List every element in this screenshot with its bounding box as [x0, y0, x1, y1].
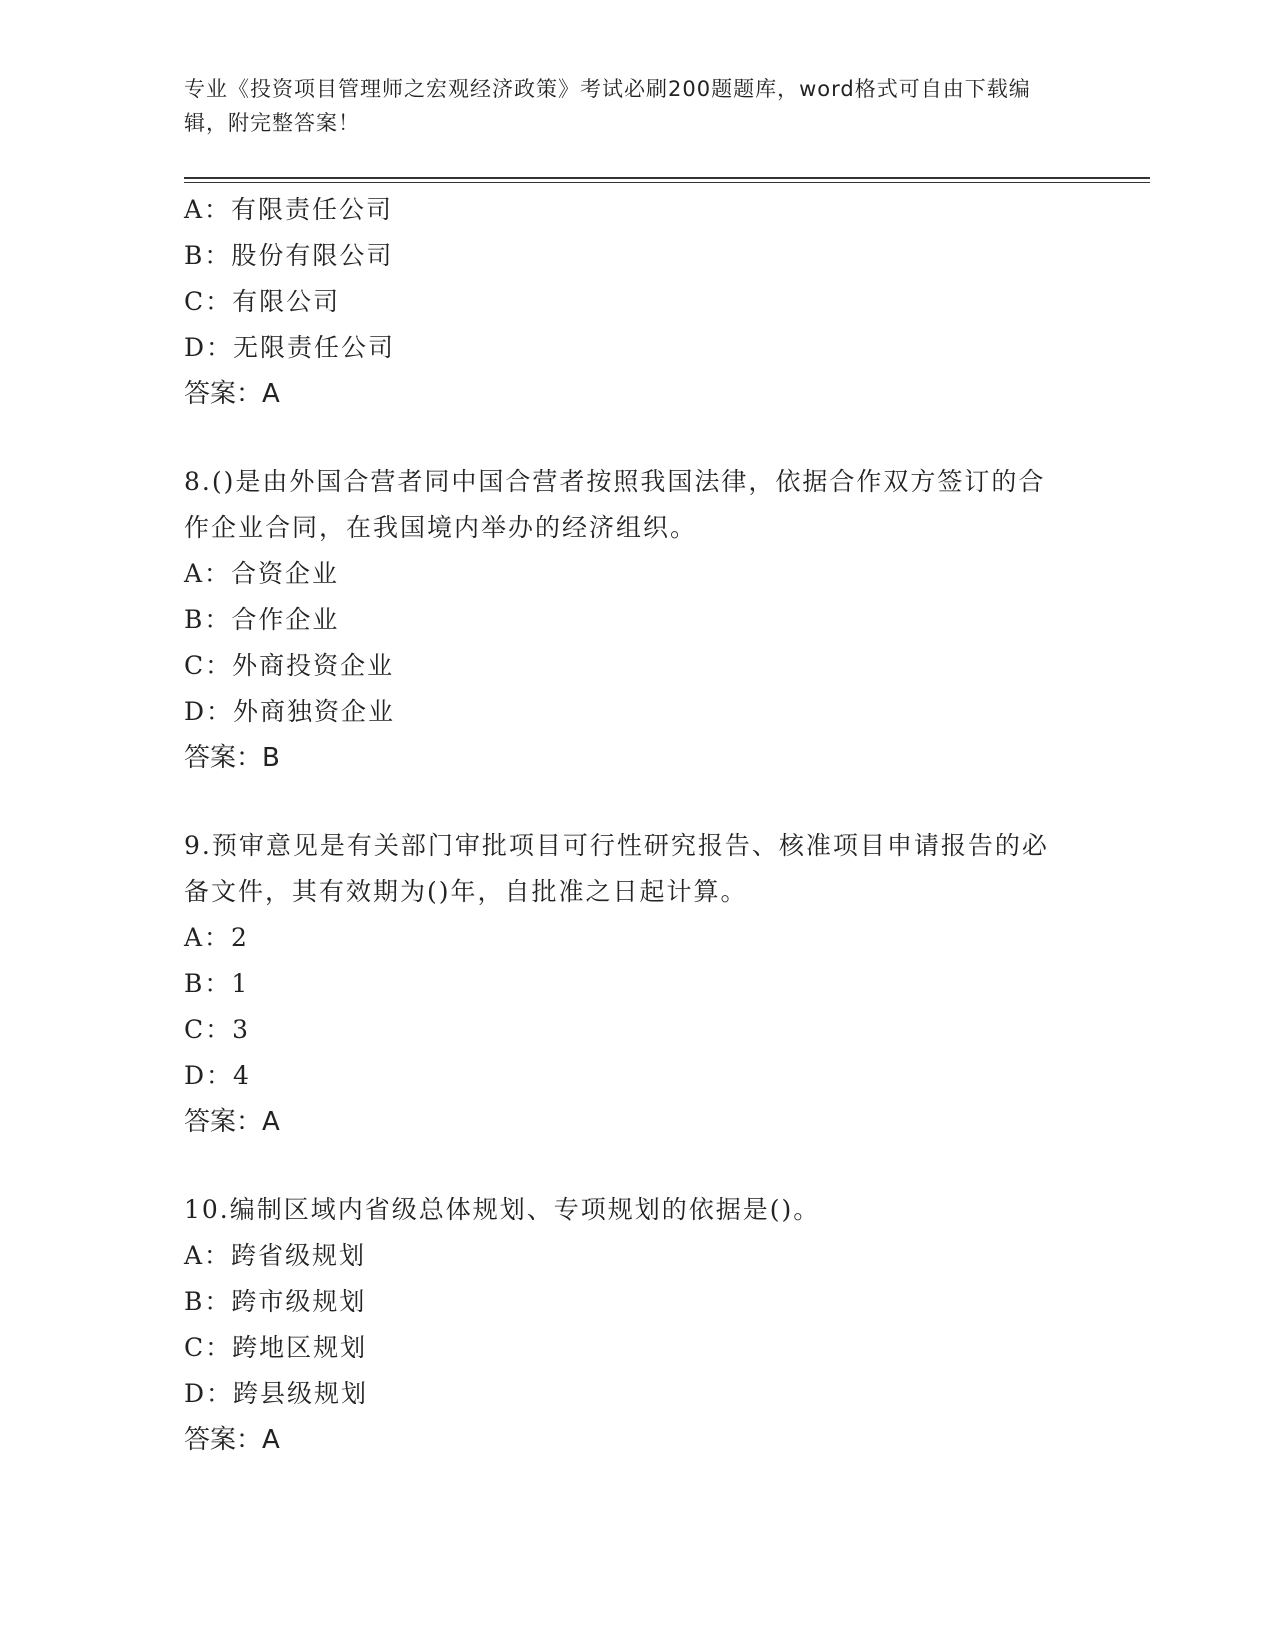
question-9-block — [184, 823, 1064, 1145]
option-a: A：跨省级规划 — [184, 1241, 367, 1270]
question-text: 10.编制区域内省级总体规划、专项规划的依据是()。 — [184, 1195, 821, 1224]
option-b: B：合作企业 — [184, 605, 340, 634]
option-a: A：合资企业 — [184, 559, 340, 588]
option-b: B：跨市级规划 — [184, 1287, 367, 1316]
answer-line: 答案：B — [184, 743, 280, 773]
question-8-block — [184, 459, 1064, 781]
answer-line: 答案：A — [184, 379, 280, 409]
option-c: C：外商投资企业 — [184, 651, 395, 680]
option-c: C：有限公司 — [184, 287, 341, 316]
question-text: 9.预审意见是有关部门审批项目可行性研究报告、核准项目申请报告的必备文件，其有效期为()年，自批准之日起计算。 — [184, 831, 1049, 906]
header-rule-thin — [184, 182, 1150, 183]
question-10-block — [184, 1187, 1064, 1463]
option-d: D：跨县级规划 — [184, 1379, 369, 1408]
option-c: C：3 — [184, 1015, 251, 1044]
option-a: A：2 — [184, 923, 249, 952]
question-7-block — [184, 187, 1064, 417]
option-a: A：有限责任公司 — [184, 195, 394, 224]
answer-line: 答案：A — [184, 1107, 280, 1137]
option-d: D：外商独资企业 — [184, 697, 396, 726]
document-header: 专业《投资项目管理师之宏观经济政策》考试必刷200题题库，word格式可自由下载编辑，附完整答案！ — [184, 77, 1031, 135]
header-rule-thick — [184, 177, 1150, 179]
option-b: B：1 — [184, 969, 250, 998]
option-b: B：股份有限公司 — [184, 241, 394, 270]
question-list — [184, 187, 1064, 1463]
question-text: 8.()是由外国合营者同中国合营者按照我国法律，依据合作双方签订的合作企业合同，在我国境内举办的经济组织。 — [184, 467, 1046, 542]
option-c: C：跨地区规划 — [184, 1333, 368, 1362]
option-d: D：无限责任公司 — [184, 333, 396, 362]
answer-line: 答案：A — [184, 1425, 280, 1455]
option-d: D：4 — [184, 1061, 251, 1090]
